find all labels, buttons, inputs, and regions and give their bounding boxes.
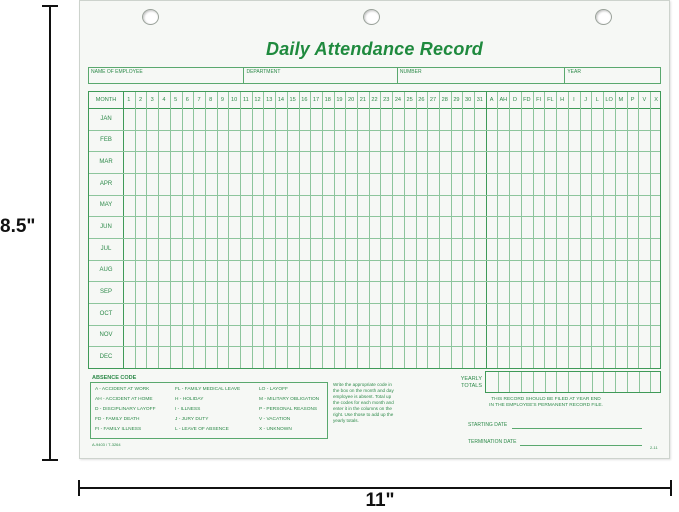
day-column-divider: [217, 92, 218, 368]
day-column-header: 25: [406, 97, 413, 103]
day-column-header: 7: [197, 97, 201, 103]
totals-column-divider: [650, 372, 651, 392]
day-column-divider: [310, 92, 311, 368]
totals-column-divider: [568, 372, 569, 392]
month-row-label: JUL: [100, 245, 112, 252]
yearly-totals-label: [448, 376, 482, 390]
absence-code-title: ABSENCE CODE: [92, 375, 137, 381]
absence-code-legend: [90, 382, 328, 439]
yearly-totals-label-line1: YEARLY: [460, 376, 482, 382]
day-column-header: 8: [209, 97, 213, 103]
day-column-divider: [357, 92, 358, 368]
day-column-divider: [228, 92, 229, 368]
starting-date-line[interactable]: [512, 428, 642, 429]
day-column-header: 16: [301, 97, 308, 103]
totals-column-divider: [627, 372, 628, 392]
code-column-header: P: [630, 97, 635, 103]
number-field[interactable]: NUMBER: [398, 68, 565, 83]
month-row-divider: [89, 325, 660, 326]
totals-column-divider: [580, 372, 581, 392]
day-column-header: 2: [138, 97, 143, 103]
absence-code-item: A - ACCIDENT AT WORK: [95, 387, 150, 392]
code-column-header: LO: [605, 97, 613, 103]
day-column-header: 10: [231, 97, 238, 103]
day-column-divider: [263, 92, 264, 368]
month-row-divider: [89, 260, 660, 261]
totals-column-divider: [521, 372, 522, 392]
code-column-divider: [544, 92, 545, 368]
month-row-label: JUN: [100, 224, 112, 231]
totals-column-divider: [615, 372, 616, 392]
file-note-line2: IN THE EMPLOYEE'S PERMANENT RECORD FILE.: [489, 403, 603, 408]
day-column-header: 31: [476, 97, 483, 103]
form-title: Daily Attendance Record: [266, 39, 483, 59]
totals-column-divider: [639, 372, 640, 392]
termination-date-line[interactable]: [520, 445, 642, 446]
width-dimension-label: 11": [365, 490, 395, 511]
day-column-header: 29: [453, 97, 460, 103]
month-row-label: SEP: [99, 289, 112, 296]
code-column-header: X: [654, 97, 658, 103]
day-column-divider: [404, 92, 405, 368]
month-row-divider: [89, 130, 660, 131]
month-row-divider: [89, 216, 660, 217]
height-dimension-label: 8.5": [0, 216, 36, 237]
day-column-divider: [158, 92, 159, 368]
code-column-header: FL: [547, 97, 554, 103]
totals-column-divider: [603, 372, 604, 392]
code-column-divider: [627, 92, 628, 368]
day-column-divider: [205, 92, 206, 368]
month-column-header: MONTH: [95, 97, 117, 103]
month-column-divider: [123, 92, 124, 368]
day-column-divider: [170, 92, 171, 368]
absence-code-item: I - ILLNESS: [175, 407, 201, 412]
day-column-divider: [369, 92, 370, 368]
month-row-divider: [89, 195, 660, 196]
totals-column-divider: [509, 372, 510, 392]
department-field[interactable]: DEPARTMENT: [244, 68, 397, 83]
width-dimension-line: [79, 487, 671, 489]
code-column-header: I: [573, 97, 575, 103]
day-column-header: 20: [348, 97, 355, 103]
day-column-header: 30: [465, 97, 472, 103]
code-column-header: FD: [523, 97, 531, 103]
punch-hole-right: [595, 9, 612, 25]
code-column-header: V: [642, 97, 647, 103]
month-row-label: NOV: [99, 332, 113, 339]
day-column-divider: [299, 92, 300, 368]
totals-column-divider: [533, 372, 534, 392]
height-dimension-line: [49, 6, 51, 460]
termination-date-label: TERMINATION DATE: [468, 439, 517, 445]
day-column-divider: [416, 92, 417, 368]
day-column-header: 26: [418, 97, 425, 103]
code-column-header: J: [584, 97, 587, 103]
absence-code-item: H - HOLIDAY: [175, 397, 204, 402]
yearly-totals-label-line2: TOTALS: [461, 383, 482, 389]
code-column-divider: [615, 92, 616, 368]
day-column-header: 27: [429, 97, 437, 103]
totals-column-divider: [498, 372, 499, 392]
file-note: [456, 397, 636, 409]
day-column-header: 11: [242, 97, 249, 103]
month-row-label: OCT: [99, 310, 113, 317]
month-row-label: MAY: [99, 202, 113, 209]
month-row-divider: [89, 151, 660, 152]
month-row-label: AUG: [99, 267, 113, 274]
punch-hole-center: [363, 9, 380, 25]
day-column-header: 9: [220, 97, 224, 103]
month-row-label: DEC: [99, 354, 113, 361]
absence-code-item: P - PERSONAL REASONS: [259, 407, 318, 412]
absence-code-item: FD - FAMILY DEATH: [95, 417, 140, 422]
day-column-divider: [427, 92, 428, 368]
day-column-header: 15: [289, 97, 296, 103]
code-column-divider: [533, 92, 534, 368]
month-row-divider: [89, 238, 660, 239]
day-column-divider: [439, 92, 440, 368]
code-column-divider: [603, 92, 604, 368]
month-row-divider: [89, 173, 660, 174]
code-column-divider: [521, 92, 522, 368]
attendance-grid: [88, 91, 661, 369]
file-note-line1: THIS RECORD SHOULD BE FILED AT YEAR END: [491, 397, 601, 402]
day-column-header: 19: [336, 97, 343, 103]
day-column-header: 22: [371, 97, 378, 103]
month-row-label: MAR: [99, 159, 113, 166]
day-column-divider: [474, 92, 475, 368]
form-number-left: A-9403 / T-3264: [92, 442, 121, 447]
code-column-divider: [568, 92, 569, 368]
totals-column-divider: [592, 372, 593, 392]
yearly-totals-row: [485, 371, 661, 393]
width-dimension-cap-left: [78, 480, 80, 496]
code-column-header: FI: [536, 97, 542, 103]
day-column-header: 23: [383, 97, 390, 103]
form-number-right: 2-11: [650, 445, 658, 450]
day-column-header: 18: [324, 97, 331, 103]
day-column-divider: [146, 92, 147, 368]
day-column-header: 13: [266, 97, 273, 103]
year-field[interactable]: YEAR: [567, 69, 581, 75]
code-column-divider: [509, 92, 510, 368]
day-column-header: 3: [150, 97, 154, 103]
day-column-header: 1: [127, 97, 131, 103]
month-row-divider: [89, 281, 660, 282]
day-column-divider: [287, 92, 288, 368]
day-column-divider: [135, 92, 136, 368]
month-row-label: JAN: [100, 115, 112, 122]
day-column-header: 12: [254, 97, 261, 103]
month-row-divider: [89, 303, 660, 304]
absence-code-item: FI - FAMILY ILLNESS: [95, 427, 142, 432]
attendance-form-sheet: [79, 0, 670, 459]
employee-info-row: [88, 67, 661, 84]
day-column-divider: [252, 92, 253, 368]
day-column-header: 28: [441, 97, 448, 103]
day-column-divider: [193, 92, 194, 368]
totals-column-divider: [545, 372, 546, 392]
code-column-header: D: [513, 97, 518, 103]
code-column-divider: [638, 92, 639, 368]
day-column-header: 4: [162, 97, 166, 103]
month-row-divider: [89, 346, 660, 347]
absence-code-item: J - JURY DUTY: [175, 417, 209, 422]
code-column-divider: [591, 92, 592, 368]
absence-code-item: LO - LAYOFF: [259, 387, 288, 392]
absence-code-item: V - VACATION: [259, 417, 291, 422]
code-column-divider: [486, 92, 487, 368]
day-column-divider: [322, 92, 323, 368]
code-column-header: A: [489, 97, 494, 103]
month-row-label: FEB: [100, 137, 112, 144]
day-column-divider: [345, 92, 346, 368]
day-column-divider: [462, 92, 463, 368]
day-column-header: 24: [394, 97, 402, 103]
day-column-divider: [334, 92, 335, 368]
absence-code-item: AH - ACCIDENT AT HOME: [95, 397, 153, 402]
totals-column-divider: [556, 372, 557, 392]
code-column-header: M: [618, 97, 624, 103]
width-dimension-cap-right: [670, 480, 672, 496]
absence-code-item: M - MILITARY OBLIGATION: [259, 397, 320, 402]
code-column-divider: [580, 92, 581, 368]
day-column-divider: [240, 92, 241, 368]
grid-header-row: [89, 92, 660, 109]
absence-code-item: X - UNKNOWN: [259, 427, 292, 432]
day-column-header: 17: [312, 97, 320, 103]
code-column-header: L: [595, 97, 599, 103]
day-column-divider: [451, 92, 452, 368]
code-column-divider: [650, 92, 651, 368]
absence-code-item: D - DISCIPLINARY LAYOFF: [95, 407, 156, 412]
day-column-divider: [380, 92, 381, 368]
day-column-header: 6: [185, 97, 189, 103]
code-column-header: H: [560, 97, 565, 103]
day-column-header: 5: [174, 97, 178, 103]
absence-code-item: L - LEAVE OF ABSENCE: [175, 427, 229, 432]
code-column-divider: [556, 92, 557, 368]
height-dimension-cap-bottom: [42, 459, 58, 461]
day-column-divider: [392, 92, 393, 368]
code-column-header: AH: [499, 97, 508, 103]
day-column-header: 21: [359, 97, 366, 103]
starting-date-label: STARTING DATE: [468, 422, 508, 428]
absence-code-item: FL - FAMILY MEDICAL LEAVE: [175, 387, 241, 392]
height-dimension-cap-top: [42, 5, 58, 7]
code-column-divider: [497, 92, 498, 368]
day-column-divider: [182, 92, 183, 368]
punch-hole-left: [142, 9, 159, 25]
day-column-divider: [275, 92, 276, 368]
instructions-text: Write the appropriate code in the box on the month and day employee is absent. Total up the codes for each month and enter it in the columns on the right. Use those to add up the yearly totals.: [333, 382, 394, 423]
day-column-header: 14: [277, 97, 285, 103]
employee-name-field[interactable]: NAME OF EMPLOYEE: [89, 68, 244, 83]
month-row-label: APR: [99, 180, 113, 187]
